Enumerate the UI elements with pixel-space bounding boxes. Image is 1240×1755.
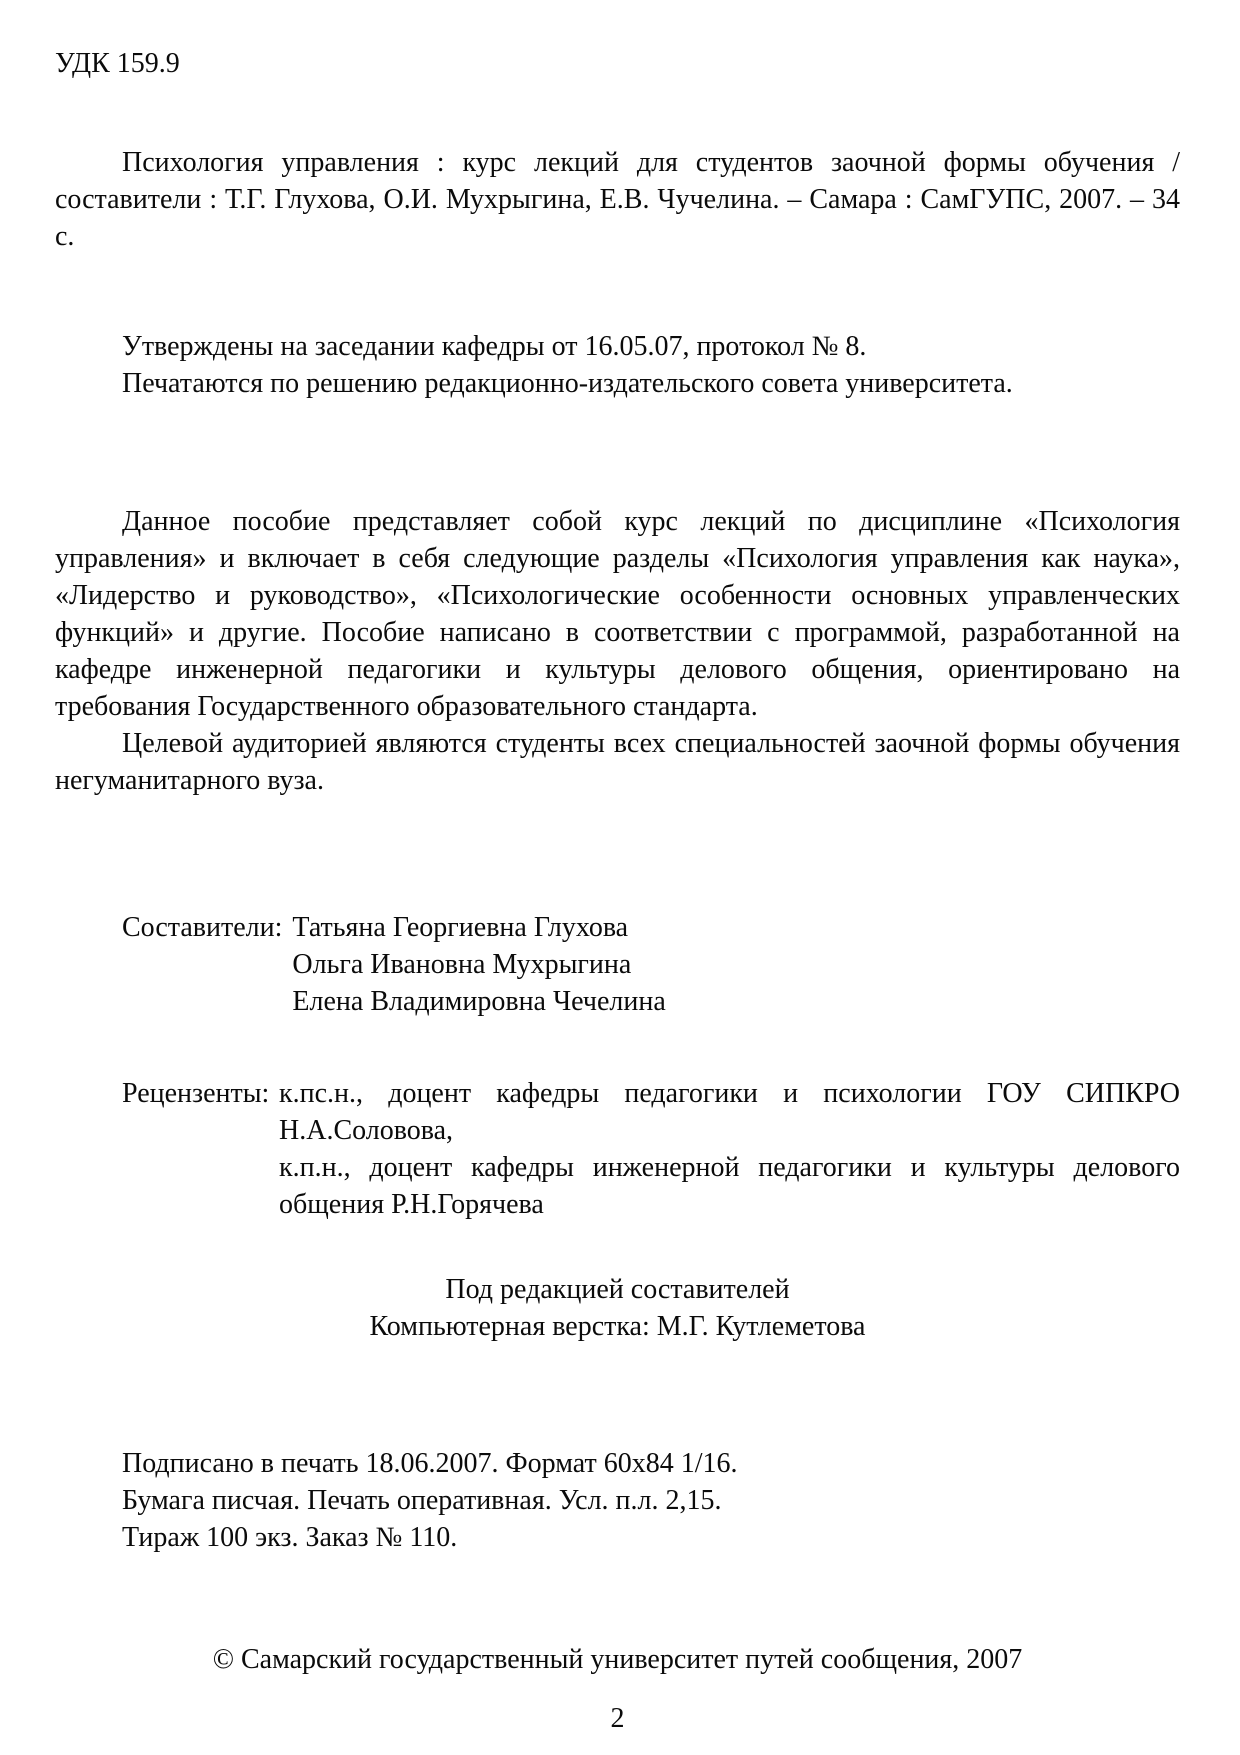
compiler-name: Ольга Ивановна Мухрыгина bbox=[292, 949, 632, 980]
imprint-block bbox=[122, 1445, 1180, 1556]
compilers-block bbox=[122, 909, 1180, 1020]
reviewers-label: Рецензенты: bbox=[122, 1078, 270, 1109]
bibliographic-description: Психология управления : курс лекций для студентов заочной формы обучения / составители : Т.Г. Глухова, О.И. Мухрыгина, Е.В. Чучелина. – Самара : СамГУПС, 2007. – 34 с. bbox=[55, 147, 1180, 252]
edited-by-line: Под редакцией составителей bbox=[445, 1274, 790, 1305]
editing-block bbox=[55, 1271, 1180, 1345]
reviewer-entry: к.п.н., доцент кафедры инженерной педагогики и культуры делового общения Р.Н.Горячева bbox=[279, 1152, 1180, 1220]
compilers-label: Составители: bbox=[122, 912, 283, 943]
compilers-names bbox=[292, 909, 665, 1020]
layout-by-line: Компьютерная верстка: М.Г. Кутлеметова bbox=[369, 1311, 866, 1342]
approval-line-protocol: Утверждены на заседании кафедры от 16.05.07, протокол № 8. bbox=[122, 331, 867, 362]
page-number: 2 bbox=[610, 1703, 625, 1734]
approval-line-decision: Печатаются по решению редакционно-издательского совета университета. bbox=[122, 368, 1013, 399]
udc-code: УДК 159.9 bbox=[55, 48, 180, 79]
imprint-line-paper: Бумага писчая. Печать оперативная. Усл. п.л. 2,15. bbox=[122, 1485, 722, 1516]
reviewer-entry: к.пс.н., доцент кафедры педагогики и психологии ГОУ СИПКРО Н.А.Соловова, bbox=[279, 1078, 1180, 1146]
compiler-name: Елена Владимировна Чечелина bbox=[292, 986, 666, 1017]
imprint-line-print-date: Подписано в печать 18.06.2007. Формат 60х84 1/16. bbox=[122, 1448, 738, 1479]
approval-block bbox=[55, 328, 1180, 402]
imprint-line-circulation: Тираж 100 экз. Заказ № 110. bbox=[122, 1522, 458, 1553]
annotation-paragraph-1: Данное пособие представляет собой курс лекций по дисциплине «Психология управления» и включает в себя следующие разделы «Психология управления как наука», «Лидерство и руководство», «Психологические особенности основных управленческих функций» и другие. Пособие написано в соответствии с программой, разработанной на кафедре инженерной педагогики и культуры делового общения, ориентировано на требования Государственного образовательного стандарта. bbox=[55, 506, 1180, 722]
copyright-line: © Самарский государственный университет путей сообщения, 2007 bbox=[212, 1644, 1023, 1675]
reviewers-block bbox=[122, 1075, 1180, 1223]
annotation-paragraph-2: Целевой аудиторией являются студенты всех специальностей заочной формы обучения негуманитарного вуза. bbox=[55, 728, 1180, 796]
compiler-name: Татьяна Георгиевна Глухова bbox=[292, 912, 629, 943]
